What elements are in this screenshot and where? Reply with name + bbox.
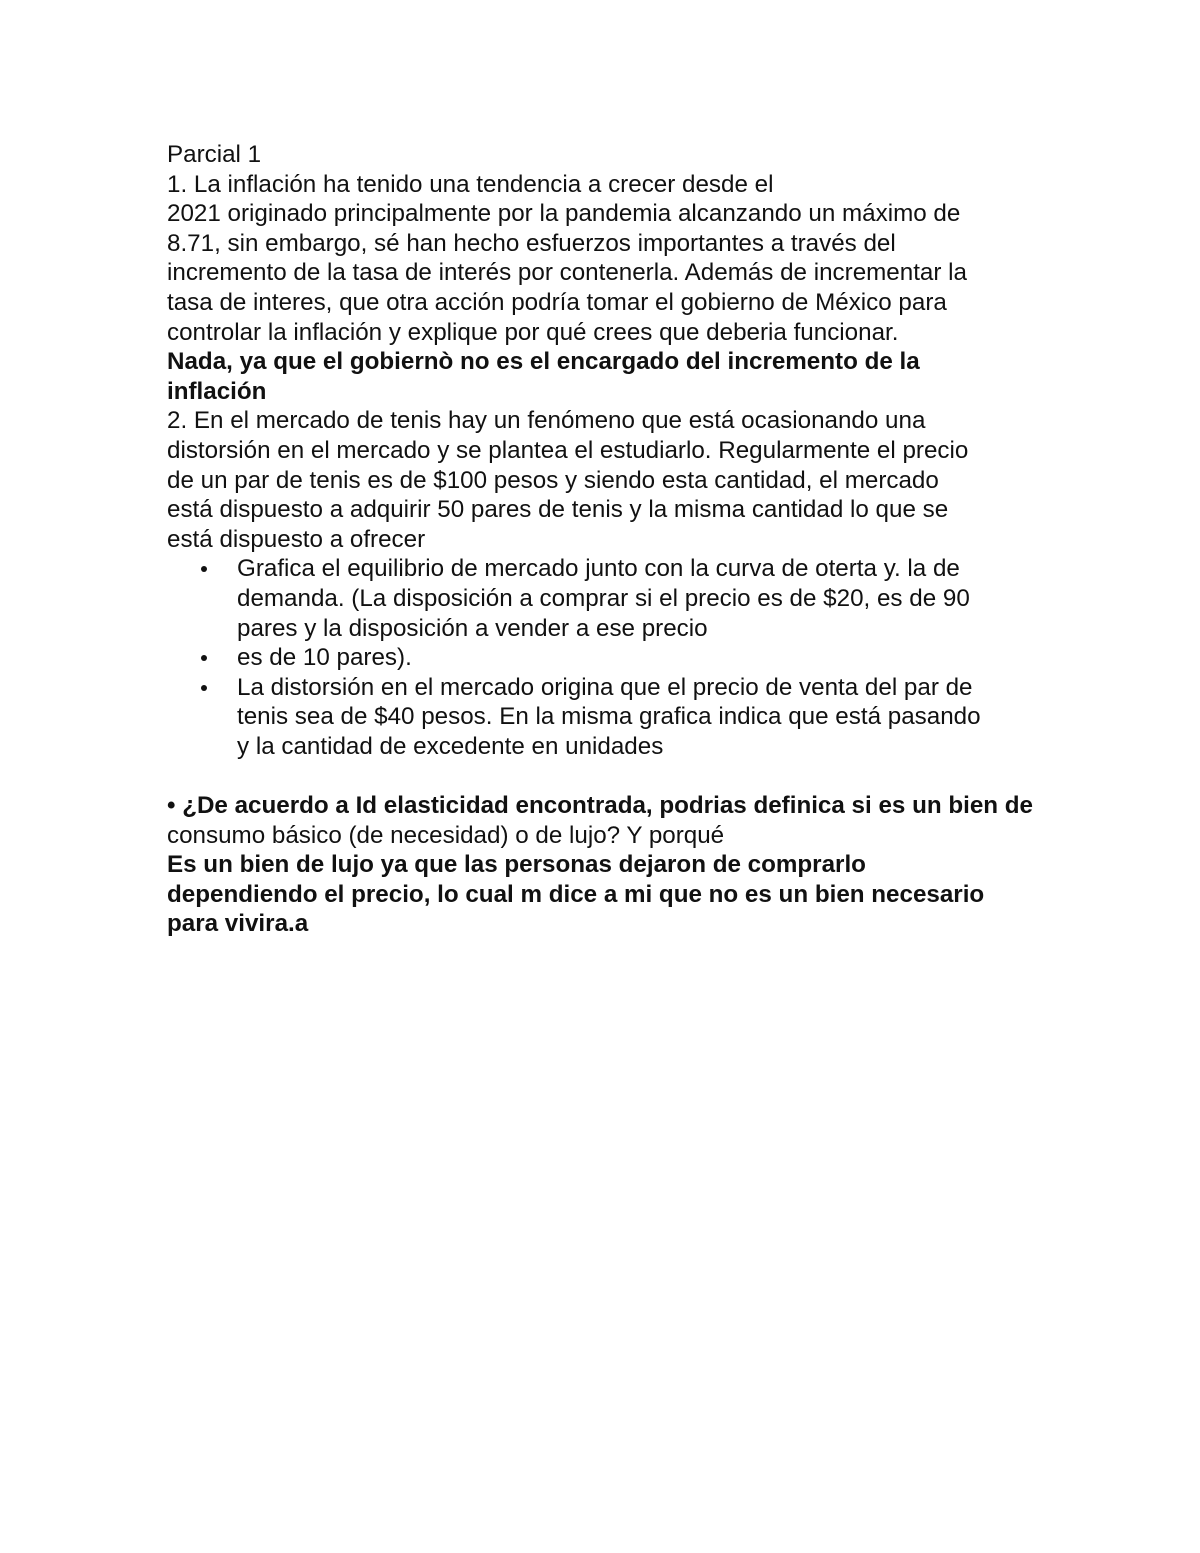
question-1-line: 2021 originado principalmente por la pandemia alcanzando un máximo de: [167, 200, 961, 228]
blank-line: [167, 761, 1047, 791]
question-1: [167, 170, 1047, 348]
question-1-line: tasa de interes, que otra acción podría tomar el gobierno de México para: [167, 288, 947, 316]
bullet-item-line: tenis sea de $40 pesos. En la misma grafica indica que está pasando: [237, 703, 981, 731]
bullet-item: [167, 673, 1047, 762]
question-2-line: de un par de tenis es de $100 pesos y siendo esta cantidad, el mercado: [167, 466, 939, 494]
question-1-line: 8.71, sin embargo, sé han hecho esfuerzos importantes a través del: [167, 229, 896, 257]
document-page: [167, 140, 1047, 939]
answer-3: [167, 850, 1047, 939]
bullet-item-line: pares y la disposición a vender a ese precio: [237, 614, 708, 642]
question-2-line: está dispuesto a adquirir 50 pares de tenis y la misma cantidad lo que se: [167, 496, 949, 524]
bullet-item-line: demanda. (La disposición a comprar si el precio es de $20, es de 90: [237, 584, 970, 612]
answer-3-line: dependiendo el precio, lo cual m dice a mi que no es un bien necesario: [167, 880, 985, 908]
question-2-line: está dispuesto a ofrecer: [167, 525, 426, 553]
answer-3-line: Es un bien de lujo ya que las personas dejaron de comprarlo: [167, 851, 866, 879]
bullet-item: [167, 643, 1047, 673]
bullet-icon: [201, 655, 207, 661]
bullet-icon: [201, 685, 207, 691]
answer-3-line: para vivira.a: [167, 910, 309, 938]
question-3: [167, 791, 1047, 850]
question-1-line: 1. La inflación ha tenido una tendencia a crecer desde el: [167, 170, 774, 198]
question-2-line: distorsión en el mercado y se plantea el estudiarlo. Regularmente el precio: [167, 436, 969, 464]
answer-1: [167, 347, 1047, 406]
question-3-line: consumo básico (de necesidad) o de lujo? Y porqué: [167, 821, 725, 849]
bullet-item: [167, 554, 1047, 643]
bullet-item-line: La distorsión en el mercado origina que el precio de venta del par de: [237, 673, 973, 701]
answer-1-line: Nada, ya que el gobiernò no es el encargado del incremento de la: [167, 348, 920, 376]
bullet-item-line: Grafica el equilibrio de mercado junto con la curva de oterta y. la de: [237, 555, 960, 583]
question-1-line: incremento de la tasa de interés por contenerla. Además de incrementar la: [167, 259, 967, 287]
answer-1-line: inflación: [167, 377, 267, 405]
bullet-item-line: y la cantidad de excedente en unidades: [237, 732, 664, 760]
question-2: [167, 406, 1047, 554]
document-title: Parcial 1: [167, 141, 262, 168]
question-1-line: controlar la inflación y explique por qué crees que deberia funcionar.: [167, 318, 899, 346]
question-2-bullet-list: [167, 554, 1047, 761]
bullet-icon: [201, 566, 207, 572]
question-3-line: • ¿De acuerdo a Id elasticidad encontrada, podrias definica si es un bien de: [167, 792, 1034, 820]
bullet-item-line: es de 10 pares).: [237, 644, 412, 672]
question-2-line: 2. En el mercado de tenis hay un fenómeno que está ocasionando una: [167, 407, 926, 435]
